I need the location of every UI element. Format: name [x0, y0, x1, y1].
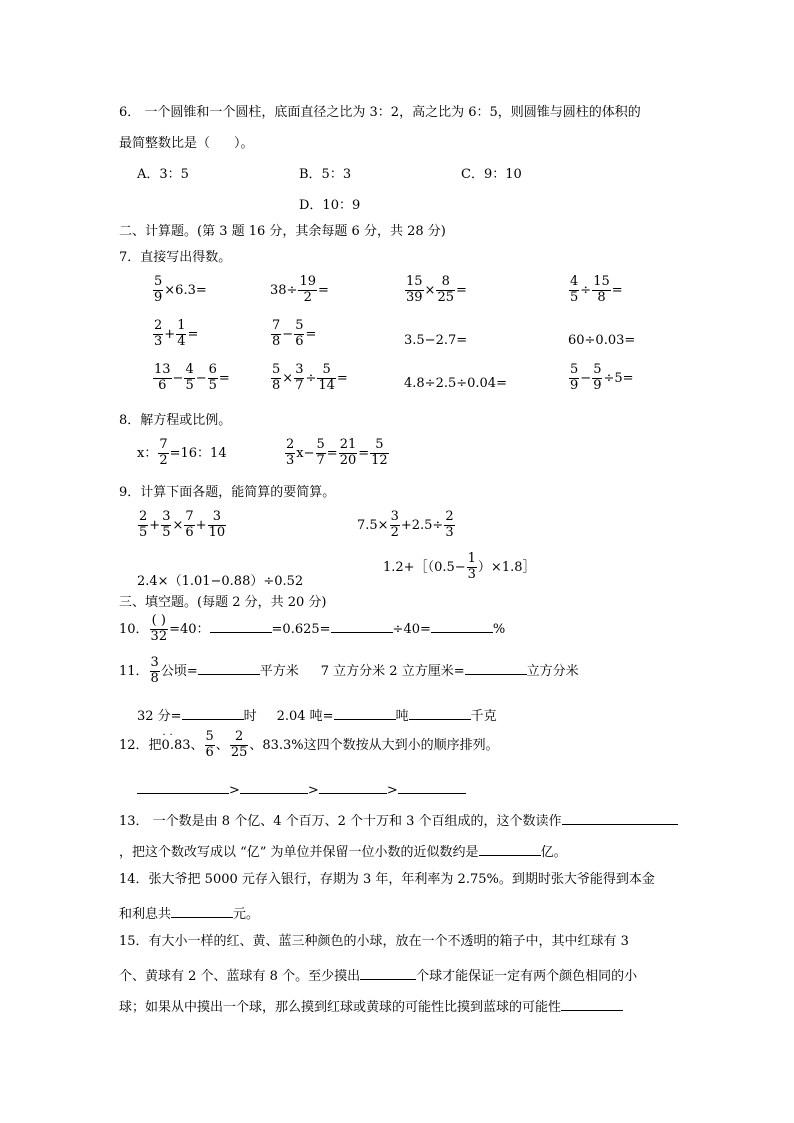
- q13-blank-2[interactable]: [479, 842, 541, 856]
- q15-blank-2[interactable]: [561, 997, 623, 1011]
- q11-line1: 11． $\frac{3}{8}$ 公顷= 平方米 7 立方分米 2 立方厘米= 立方分米: [119, 655, 579, 686]
- fraction: $\frac{3}{2}$: [390, 509, 399, 540]
- q7-b3: 3.5−2.7=: [404, 333, 468, 348]
- q7-b1: $\frac{2}{3}$ + $\frac{1}{4}$ =: [154, 318, 199, 349]
- fraction: $\frac{5}{9}$: [154, 274, 163, 305]
- fraction: $\frac{2}{3}$: [286, 437, 295, 468]
- q6-answer-blank[interactable]: [210, 137, 234, 150]
- q8-eq1: x： $\frac{7}{2}$ =16：14: [137, 437, 227, 468]
- q14-line1: 14．张大爷把 5000 元存入银行，存期为 3 年，年利率为 2.75%。到期时张大爷能得到本金: [119, 872, 655, 887]
- q14-blank[interactable]: [171, 904, 233, 918]
- fraction: $\frac{19}{2}$: [299, 274, 316, 305]
- fraction: $\frac{6}{5}$: [208, 362, 217, 393]
- q7-title: 7．直接写出得数。: [119, 250, 232, 265]
- q11-line2: 32 分= 时 2.04 吨= 吨 千克: [137, 706, 497, 723]
- q7-a3: $\frac{15}{39}$ × $\frac{8}{25}$ =: [406, 274, 467, 305]
- fraction: $\frac{2}{5}$: [139, 509, 148, 540]
- q7-a1: $\frac{5}{9}$ ×6.3=: [154, 274, 207, 305]
- q7-b2: $\frac{7}{8}$ − $\frac{5}{6}$ =: [272, 318, 317, 349]
- q10-blank-3[interactable]: [431, 619, 493, 633]
- q10-blank-2[interactable]: [331, 619, 393, 633]
- q15-blank-1[interactable]: [360, 966, 416, 980]
- q15-line3: 球；如果从中摸出一个球，那么摸到红球或黄球的可能性比摸到蓝球的可能性: [119, 997, 623, 1014]
- fraction: ( ) 32: [150, 613, 168, 644]
- q7-a2: 38÷ $\frac{19}{2}$ =: [270, 274, 329, 305]
- fraction: $\frac{3}{7}$: [295, 362, 304, 393]
- fraction: $\frac{5}{12}$: [371, 437, 388, 468]
- q13-line2: ，把这个数改写成以 “亿” 为单位并保留一位小数的近似数约是 亿。: [119, 842, 567, 859]
- q11-blank-2[interactable]: [465, 661, 527, 675]
- repeating-decimal: · · 0.83: [161, 729, 191, 753]
- fraction: $\frac{3}{5}$: [162, 509, 171, 540]
- fraction: $\frac{1}{3}$: [467, 551, 476, 582]
- fraction: $\frac{3}{10}$: [208, 509, 226, 540]
- q10: 10． ( ) 32 =40： =0.625= ÷40= %: [119, 613, 506, 644]
- fraction: $\frac{1}{4}$: [177, 318, 186, 349]
- q6-line2-end: ）。: [234, 136, 254, 151]
- fraction: $\frac{2}{25}$: [230, 729, 248, 760]
- q15-line1: 15．有大小一样的红、黄、蓝三种颜色的小球，放在一个不透明的箱子中，其中红球有 3: [119, 934, 629, 949]
- q6-line2: [119, 137, 254, 150]
- q12-blank-2[interactable]: [240, 780, 308, 794]
- q7-c2: $\frac{5}{8}$ × $\frac{3}{7}$ ÷ $\frac{5}{14}$ =: [272, 362, 348, 393]
- q15-line2: 个、黄球有 2 个、蓝球有 8 个。至少摸出 个球才能保证一定有两个颜色相同的小: [119, 966, 637, 983]
- fraction: $\frac{8}{25}$: [437, 274, 454, 305]
- q12-answer-line: > > >: [137, 780, 466, 797]
- q6-line1: 6． 一个圆锥和一个圆柱，底面直径之比为 3：2，高之比为 6：5，则圆锥与圆柱的体积的: [119, 105, 641, 120]
- fraction: $\frac{5}{6}$: [295, 318, 304, 349]
- fraction: $\frac{7}{6}$: [185, 509, 194, 540]
- fraction: $\frac{5}{14}$: [318, 362, 335, 393]
- fraction: $\frac{13}{6}$: [154, 362, 171, 393]
- q6-option-a: A．3：5: [137, 167, 189, 182]
- q9-e2: 7.5× $\frac{3}{2}$ +2.5÷ $\frac{2}{3}$: [357, 509, 454, 540]
- q8-eq2: $\frac{2}{3}$ x− $\frac{5}{7}$ = $\frac{21}{20}$ = $\frac{5}{12}$: [286, 437, 388, 468]
- q7-c1: $\frac{13}{6}$ − $\frac{4}{5}$ − $\frac{6}{5}$ =: [154, 362, 230, 393]
- q7-c4: $\frac{5}{9}$ − $\frac{5}{9}$ ÷5=: [570, 362, 634, 393]
- fraction: $\frac{5}{7}$: [316, 437, 325, 468]
- fraction: $\frac{3}{8}$: [150, 655, 159, 686]
- fraction: $\frac{5}{9}$: [570, 362, 579, 393]
- q7-b4: 60÷0.03=: [568, 333, 636, 348]
- q9-title: 9．计算下面各题，能简算的要简算。: [119, 485, 336, 500]
- q12-blank-3[interactable]: [319, 780, 387, 794]
- q11-blank-5[interactable]: [409, 706, 471, 720]
- q11-blank-1[interactable]: [198, 661, 260, 675]
- fraction: $\frac{7}{2}$: [159, 437, 168, 468]
- fraction: $\frac{15}{8}$: [593, 274, 610, 305]
- fraction: $\frac{5}{8}$: [272, 362, 281, 393]
- q7-a4: $\frac{4}{5}$ ÷ $\frac{15}{8}$ =: [570, 274, 623, 305]
- fraction: $\frac{5}{6}$: [205, 729, 214, 760]
- section3-heading: 三、填空题。(每题 2 分，共 20 分): [119, 595, 327, 610]
- q8-title: 8．解方程或比例。: [119, 413, 232, 428]
- fraction: $\frac{7}{8}$: [272, 318, 281, 349]
- fraction: $\frac{4}{5}$: [185, 362, 194, 393]
- fraction: $\frac{4}{5}$: [570, 274, 579, 305]
- fraction: $\frac{2}{3}$: [445, 509, 454, 540]
- q9-e3: 2.4×（1.01−0.88）÷0.52: [137, 574, 304, 589]
- q9-e4: 1.2+［（0.5− $\frac{1}{3}$ ）×1.8］: [383, 551, 536, 582]
- q12-blank-4[interactable]: [398, 780, 466, 794]
- q13-line1: 13． 一个数是由 8 个亿、4 个百万、2 个十万和 3 个百组成的，这个数读作: [119, 811, 678, 828]
- q7-c3: 4.8÷2.5÷0.04=: [404, 376, 507, 391]
- q11-blank-3[interactable]: [182, 706, 244, 720]
- q6-option-d: D．10：9: [299, 198, 361, 213]
- q9-e1: $\frac{2}{5}$ + $\frac{3}{5}$ × $\frac{7}{6}$ + $\frac{3}{10}$: [139, 509, 226, 540]
- q11-blank-4[interactable]: [334, 706, 396, 720]
- q10-blank-1[interactable]: [210, 619, 272, 633]
- fraction: $\frac{5}{9}$: [593, 362, 602, 393]
- q13-blank-1[interactable]: [562, 811, 678, 825]
- q6-line2-text: 最简整数比是（: [119, 136, 211, 151]
- fraction: $\frac{2}{3}$: [154, 318, 163, 349]
- q12: 12．把 · · 0.83、 $\frac{5}{6}$ 、 $\frac{2}{25}$ 、83.3%这四个数按从大到小的顺序排列。: [119, 729, 499, 760]
- q12-blank-1[interactable]: [137, 780, 229, 794]
- q14-line2: 和利息共 元。: [119, 904, 259, 921]
- fraction: $\frac{15}{39}$: [406, 274, 423, 305]
- fraction: $\frac{21}{20}$: [339, 437, 357, 468]
- q6-option-c: C．9：10: [461, 167, 522, 182]
- section2-heading: 二、计算题。(第 3 题 16 分，其余每题 6 分，共 28 分): [119, 224, 446, 239]
- q6-option-b: B．5：3: [299, 167, 352, 182]
